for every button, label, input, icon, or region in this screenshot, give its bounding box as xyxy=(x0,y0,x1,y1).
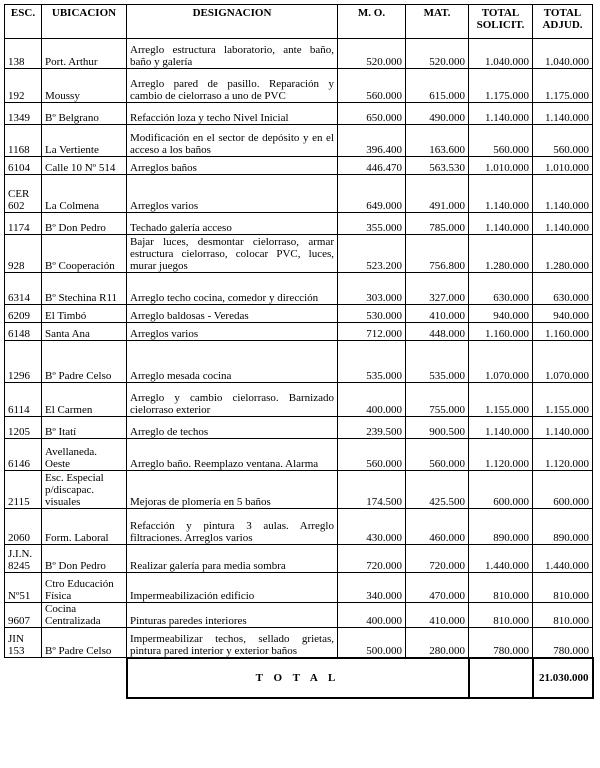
cell-total-solicit: 1.140.000 xyxy=(469,175,533,213)
cell-total-adjud: 1.175.000 xyxy=(533,69,593,103)
total-spacer-ubicacion xyxy=(42,658,127,698)
table-row xyxy=(5,305,593,323)
cell-designacion: Refacción y pintura 3 aulas. Arreglo filtraciones. Arreglos varios xyxy=(127,509,338,545)
cell-total-adjud: 1.140.000 xyxy=(533,213,593,235)
cell-total-adjud: 1.140.000 xyxy=(533,175,593,213)
cell-mat: 560.000 xyxy=(406,439,469,471)
cell-ubicacion: Bº Stechina R11 xyxy=(42,273,127,305)
table-row xyxy=(5,628,593,658)
cell-total-adjud: 940.000 xyxy=(533,305,593,323)
cell-mat: 448.000 xyxy=(406,323,469,341)
cell-mo: 340.000 xyxy=(338,573,406,603)
cell-designacion: Modificación en el sector de depósito y en el acceso a los baños xyxy=(127,125,338,157)
cell-mat: 615.000 xyxy=(406,69,469,103)
cell-total-adjud: 810.000 xyxy=(533,573,593,603)
cell-total-adjud: 780.000 xyxy=(533,628,593,658)
cell-total-solicit: 1.175.000 xyxy=(469,69,533,103)
cell-total-solicit: 940.000 xyxy=(469,305,533,323)
cell-designacion: Mejoras de plomería en 5 baños xyxy=(127,471,338,509)
table-row xyxy=(5,509,593,545)
cell-total-adjud: 1.040.000 xyxy=(533,39,593,69)
table-row xyxy=(5,341,593,383)
header-total-solicit: TOTAL SOLICIT. xyxy=(469,5,533,39)
cell-mo: 720.000 xyxy=(338,545,406,573)
cell-mat: 425.500 xyxy=(406,471,469,509)
cell-ubicacion: Ctro Educación Física xyxy=(42,573,127,603)
cell-designacion: Arreglo baldosas - Veredas xyxy=(127,305,338,323)
cell-designacion: Arreglo baño. Reemplazo ventana. Alarma xyxy=(127,439,338,471)
cell-mo: 535.000 xyxy=(338,341,406,383)
cell-total-solicit: 600.000 xyxy=(469,471,533,509)
table-row xyxy=(5,213,593,235)
cell-mat: 755.000 xyxy=(406,383,469,417)
cell-total-solicit: 810.000 xyxy=(469,573,533,603)
cell-ubicacion: Avellaneda. Oeste xyxy=(42,439,127,471)
cell-mat: 520.000 xyxy=(406,39,469,69)
cell-total-solicit: 810.000 xyxy=(469,603,533,628)
cell-esc: 6209 xyxy=(5,305,42,323)
table-row xyxy=(5,39,593,69)
cell-esc: 192 xyxy=(5,69,42,103)
cell-total-solicit: 1.140.000 xyxy=(469,103,533,125)
cell-mo: 303.000 xyxy=(338,273,406,305)
cell-total-adjud: 630.000 xyxy=(533,273,593,305)
header-designacion: DESIGNACION xyxy=(127,5,338,39)
cell-esc: 6114 xyxy=(5,383,42,417)
budget-table-container xyxy=(4,4,592,699)
cell-total-solicit: 1.440.000 xyxy=(469,545,533,573)
cell-total-solicit: 1.140.000 xyxy=(469,213,533,235)
cell-mat: 163.600 xyxy=(406,125,469,157)
cell-ubicacion: Cocina Centralizada xyxy=(42,603,127,628)
cell-mo: 712.000 xyxy=(338,323,406,341)
table-row xyxy=(5,235,593,273)
table-row xyxy=(5,603,593,628)
cell-esc: Nº51 xyxy=(5,573,42,603)
cell-total-solicit: 1.155.000 xyxy=(469,383,533,417)
cell-total-solicit: 1.160.000 xyxy=(469,323,533,341)
cell-esc: J.I.N. 8245 xyxy=(5,545,42,573)
cell-total-adjud: 1.120.000 xyxy=(533,439,593,471)
total-value: 21.030.000 xyxy=(533,658,593,698)
cell-mat: 900.500 xyxy=(406,417,469,439)
table-row xyxy=(5,417,593,439)
cell-ubicacion: Moussy xyxy=(42,69,127,103)
cell-designacion: Realizar galería para media sombra xyxy=(127,545,338,573)
cell-esc: 6148 xyxy=(5,323,42,341)
cell-total-adjud: 600.000 xyxy=(533,471,593,509)
header-mat: MAT. xyxy=(406,5,469,39)
cell-mat: 785.000 xyxy=(406,213,469,235)
cell-designacion: Arreglos varios xyxy=(127,175,338,213)
cell-designacion: Arreglo pared de pasillo. Reparación y cambio de cielorraso a uno de PVC xyxy=(127,69,338,103)
cell-mo: 560.000 xyxy=(338,439,406,471)
cell-esc: 2060 xyxy=(5,509,42,545)
cell-designacion: Arreglo techo cocina, comedor y dirección xyxy=(127,273,338,305)
cell-ubicacion: Bº Padre Celso xyxy=(42,628,127,658)
table-row xyxy=(5,573,593,603)
cell-total-solicit: 890.000 xyxy=(469,509,533,545)
total-solicit-empty xyxy=(469,658,533,698)
cell-total-solicit: 560.000 xyxy=(469,125,533,157)
table-row xyxy=(5,273,593,305)
total-spacer-esc xyxy=(5,658,42,698)
cell-designacion: Refacción loza y techo Nivel Inicial xyxy=(127,103,338,125)
cell-designacion: Techado galería acceso xyxy=(127,213,338,235)
cell-mo: 500.000 xyxy=(338,628,406,658)
cell-ubicacion: Bº Padre Celso xyxy=(42,341,127,383)
cell-designacion: Arreglos baños xyxy=(127,157,338,175)
cell-total-adjud: 560.000 xyxy=(533,125,593,157)
cell-total-adjud: 1.010.000 xyxy=(533,157,593,175)
cell-total-adjud: 1.280.000 xyxy=(533,235,593,273)
table-row xyxy=(5,175,593,213)
cell-esc: 9607 xyxy=(5,603,42,628)
cell-esc: CER 602 xyxy=(5,175,42,213)
cell-mat: 490.000 xyxy=(406,103,469,125)
cell-designacion: Bajar luces, desmontar cielorraso, armar estructura cielorraso, colocar PVC, luces, murar juegos xyxy=(127,235,338,273)
cell-total-solicit: 1.040.000 xyxy=(469,39,533,69)
cell-mo: 400.000 xyxy=(338,603,406,628)
budget-table xyxy=(4,4,594,699)
table-row xyxy=(5,545,593,573)
cell-total-adjud: 1.155.000 xyxy=(533,383,593,417)
cell-ubicacion: Port. Arthur xyxy=(42,39,127,69)
cell-mo: 446.470 xyxy=(338,157,406,175)
cell-mat: 410.000 xyxy=(406,603,469,628)
table-row xyxy=(5,125,593,157)
cell-mo: 396.400 xyxy=(338,125,406,157)
cell-mat: 470.000 xyxy=(406,573,469,603)
table-row xyxy=(5,69,593,103)
cell-mo: 560.000 xyxy=(338,69,406,103)
cell-mat: 563.530 xyxy=(406,157,469,175)
cell-designacion: Pinturas paredes interiores xyxy=(127,603,338,628)
cell-mo: 239.500 xyxy=(338,417,406,439)
cell-esc: 928 xyxy=(5,235,42,273)
cell-total-solicit: 1.010.000 xyxy=(469,157,533,175)
cell-mo: 174.500 xyxy=(338,471,406,509)
cell-esc: 1168 xyxy=(5,125,42,157)
cell-ubicacion: Bº Don Pedro xyxy=(42,545,127,573)
cell-esc: 6146 xyxy=(5,439,42,471)
cell-total-adjud: 1.440.000 xyxy=(533,545,593,573)
cell-total-solicit: 630.000 xyxy=(469,273,533,305)
cell-esc: 1296 xyxy=(5,341,42,383)
cell-total-solicit: 780.000 xyxy=(469,628,533,658)
header-esc: ESC. xyxy=(5,5,42,39)
cell-total-adjud: 890.000 xyxy=(533,509,593,545)
cell-mo: 520.000 xyxy=(338,39,406,69)
cell-designacion: Arreglos varios xyxy=(127,323,338,341)
cell-ubicacion: El Timbó xyxy=(42,305,127,323)
cell-total-solicit: 1.280.000 xyxy=(469,235,533,273)
header-total-adjud: TOTAL ADJUD. xyxy=(533,5,593,39)
cell-ubicacion: El Carmen xyxy=(42,383,127,417)
cell-ubicacion: Calle 10 Nº 514 xyxy=(42,157,127,175)
table-row xyxy=(5,323,593,341)
cell-mat: 327.000 xyxy=(406,273,469,305)
cell-esc: 1205 xyxy=(5,417,42,439)
cell-esc: JIN 153 xyxy=(5,628,42,658)
cell-total-adjud: 1.140.000 xyxy=(533,417,593,439)
table-row xyxy=(5,383,593,417)
cell-mat: 410.000 xyxy=(406,305,469,323)
cell-ubicacion: Bº Don Pedro xyxy=(42,213,127,235)
cell-designacion: Impermeabilización edificio xyxy=(127,573,338,603)
cell-designacion: Arreglo y cambio cielorraso. Barnizado cielorraso exterior xyxy=(127,383,338,417)
cell-designacion: Arreglo estructura laboratorio, ante baño, baño y galería xyxy=(127,39,338,69)
cell-esc: 6314 xyxy=(5,273,42,305)
cell-mo: 523.200 xyxy=(338,235,406,273)
cell-mat: 535.000 xyxy=(406,341,469,383)
cell-esc: 2115 xyxy=(5,471,42,509)
cell-ubicacion: Bº Belgrano xyxy=(42,103,127,125)
cell-mo: 650.000 xyxy=(338,103,406,125)
cell-total-solicit: 1.120.000 xyxy=(469,439,533,471)
cell-esc: 138 xyxy=(5,39,42,69)
total-row xyxy=(5,658,593,698)
table-row xyxy=(5,471,593,509)
cell-ubicacion: Esc. Especial p/discapac. visuales xyxy=(42,471,127,509)
table-row xyxy=(5,103,593,125)
cell-total-adjud: 810.000 xyxy=(533,603,593,628)
table-row xyxy=(5,439,593,471)
cell-designacion: Arreglo mesada cocina xyxy=(127,341,338,383)
table-body xyxy=(5,39,593,658)
cell-total-adjud: 1.160.000 xyxy=(533,323,593,341)
cell-mat: 491.000 xyxy=(406,175,469,213)
cell-ubicacion: La Colmena xyxy=(42,175,127,213)
header-mo: M. O. xyxy=(338,5,406,39)
cell-designacion: Impermeabilizar techos, sellado grietas, pintura pared interior y exterior baños xyxy=(127,628,338,658)
cell-mat: 756.800 xyxy=(406,235,469,273)
cell-total-adjud: 1.070.000 xyxy=(533,341,593,383)
cell-esc: 6104 xyxy=(5,157,42,175)
cell-mo: 400.000 xyxy=(338,383,406,417)
header-ubicacion: UBICACION xyxy=(42,5,127,39)
cell-ubicacion: Santa Ana xyxy=(42,323,127,341)
cell-mo: 355.000 xyxy=(338,213,406,235)
header-row xyxy=(5,5,593,39)
cell-esc: 1174 xyxy=(5,213,42,235)
cell-mat: 280.000 xyxy=(406,628,469,658)
cell-mo: 649.000 xyxy=(338,175,406,213)
cell-ubicacion: Bº Cooperación xyxy=(42,235,127,273)
cell-total-solicit: 1.070.000 xyxy=(469,341,533,383)
cell-ubicacion: Form. Laboral xyxy=(42,509,127,545)
cell-total-solicit: 1.140.000 xyxy=(469,417,533,439)
cell-ubicacion: Bº Itatí xyxy=(42,417,127,439)
table-row xyxy=(5,157,593,175)
cell-mat: 720.000 xyxy=(406,545,469,573)
cell-esc: 1349 xyxy=(5,103,42,125)
cell-mo: 530.000 xyxy=(338,305,406,323)
cell-total-adjud: 1.140.000 xyxy=(533,103,593,125)
cell-mo: 430.000 xyxy=(338,509,406,545)
cell-mat: 460.000 xyxy=(406,509,469,545)
cell-ubicacion: La Vertiente xyxy=(42,125,127,157)
total-label: T O T A L xyxy=(127,658,469,698)
cell-designacion: Arreglo de techos xyxy=(127,417,338,439)
